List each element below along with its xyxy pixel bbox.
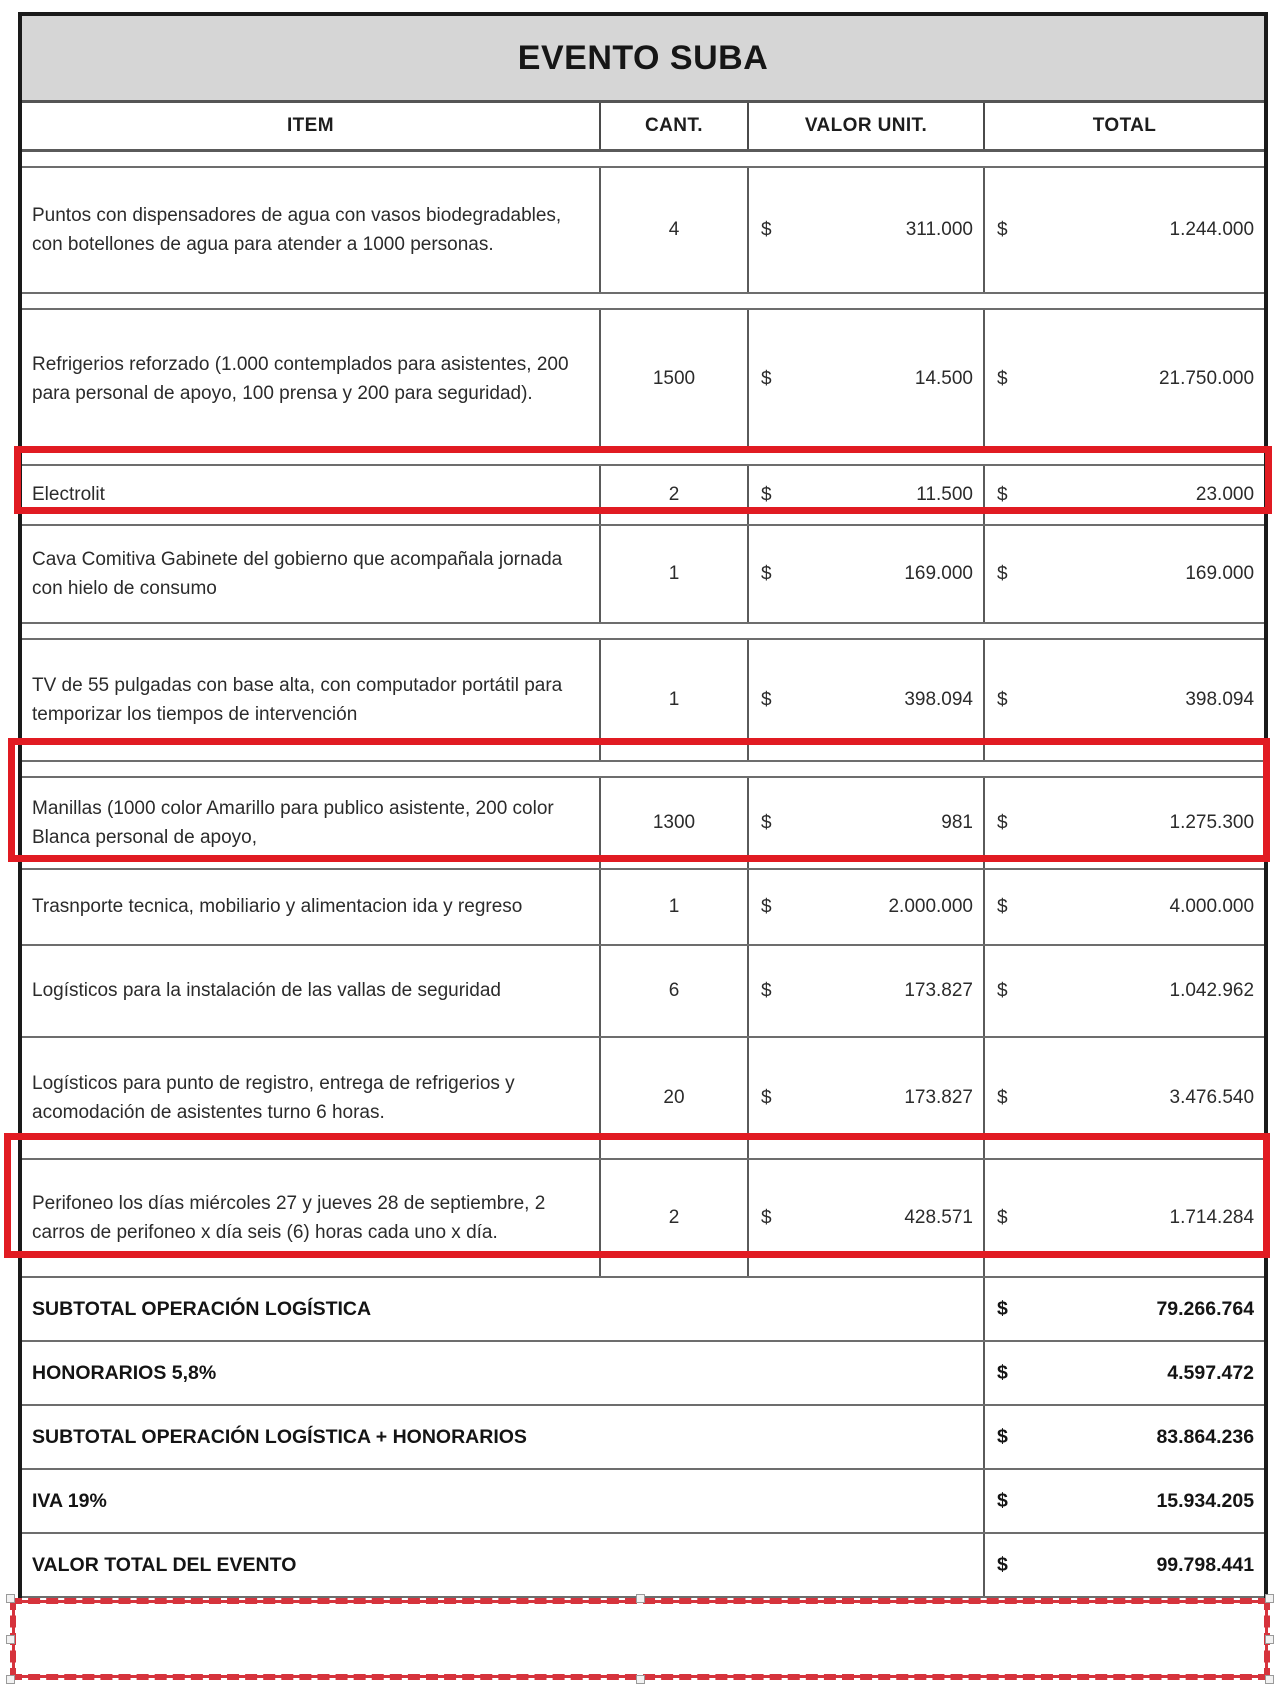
row-total-value: 23.000 <box>1195 484 1255 506</box>
row-total <box>984 167 1264 293</box>
row-cant: 1 <box>600 869 748 945</box>
row-gap <box>22 151 1264 168</box>
currency-symbol: $ <box>997 689 1008 711</box>
row-cant: 1300 <box>600 777 748 869</box>
currency-symbol: $ <box>997 896 1008 918</box>
summary-row-valor-total-evento[interactable] <box>22 1533 1264 1597</box>
row-cant: 6 <box>600 945 748 1037</box>
row-gap <box>22 761 1264 777</box>
row-gap <box>22 449 1264 465</box>
summary-total-value: 83.864.236 <box>1156 1425 1255 1448</box>
currency-symbol: $ <box>997 980 1008 1002</box>
summary-total <box>984 1277 1264 1341</box>
summary-total-value: 4.597.472 <box>1167 1361 1255 1384</box>
row-cant: 20 <box>600 1037 748 1159</box>
summary-label: IVA 19% <box>22 1469 984 1533</box>
table-row[interactable] <box>22 945 1264 1037</box>
row-gap <box>22 293 1264 309</box>
row-valor-unit-value: 169.000 <box>904 563 973 585</box>
currency-symbol: $ <box>997 484 1008 506</box>
row-valor-unit-value: 2.000.000 <box>888 896 973 918</box>
currency-symbol: $ <box>761 1207 772 1229</box>
summary-row-honorarios[interactable] <box>22 1341 1264 1405</box>
summary-label: SUBTOTAL OPERACIÓN LOGÍSTICA + HONORARIOS <box>22 1405 984 1469</box>
row-valor-unit <box>748 525 984 623</box>
column-header-row <box>22 102 1264 151</box>
row-valor-unit-value: 428.571 <box>904 1207 973 1229</box>
selection-dashed-border <box>10 1598 1270 1680</box>
summary-total <box>984 1341 1264 1405</box>
selection-handle-top-left[interactable] <box>6 1594 15 1603</box>
currency-symbol: $ <box>761 980 772 1002</box>
summary-row-subtotal-operacion[interactable] <box>22 1277 1264 1341</box>
row-valor-unit <box>748 777 984 869</box>
row-valor-unit <box>748 1159 984 1277</box>
row-valor-unit-value: 311.000 <box>905 219 973 241</box>
summary-label: VALOR TOTAL DEL EVENTO <box>22 1533 984 1597</box>
selection-handle-middle-right[interactable] <box>1265 1635 1274 1644</box>
summary-row-iva[interactable] <box>22 1469 1264 1533</box>
row-valor-unit-value: 981 <box>941 812 973 834</box>
summary-total <box>984 1533 1264 1597</box>
column-header-total: TOTAL <box>984 102 1264 151</box>
table-row[interactable] <box>22 167 1264 293</box>
row-total <box>984 309 1264 449</box>
summary-label: HONORARIOS 5,8% <box>22 1341 984 1405</box>
row-cant: 2 <box>600 465 748 525</box>
summary-total-value: 79.266.764 <box>1156 1297 1255 1320</box>
row-total <box>984 945 1264 1037</box>
row-gap <box>22 623 1264 639</box>
row-valor-unit <box>748 869 984 945</box>
table-row[interactable] <box>22 639 1264 761</box>
row-total <box>984 465 1264 525</box>
table-row[interactable] <box>22 309 1264 449</box>
table-row[interactable] <box>22 869 1264 945</box>
currency-symbol: $ <box>997 1553 1008 1576</box>
currency-symbol: $ <box>761 219 772 241</box>
selection-handle-bottom-middle[interactable] <box>636 1675 645 1684</box>
currency-symbol: $ <box>997 368 1008 390</box>
summary-row-subtotal-honorarios[interactable] <box>22 1405 1264 1469</box>
row-total <box>984 1037 1264 1159</box>
table-row-highlighted[interactable] <box>22 1159 1264 1277</box>
selection-marquee-valor-total <box>12 1600 1268 1678</box>
currency-symbol: $ <box>997 1425 1008 1448</box>
row-total <box>984 1159 1264 1277</box>
summary-total <box>984 1405 1264 1469</box>
row-valor-unit-value: 14.500 <box>914 368 973 390</box>
selection-handle-bottom-left[interactable] <box>6 1675 15 1684</box>
row-valor-unit-value: 173.827 <box>904 1087 973 1109</box>
currency-symbol: $ <box>761 689 772 711</box>
row-total-value: 169.000 <box>1185 563 1255 585</box>
title-row <box>22 14 1264 102</box>
summary-total-value: 99.798.441 <box>1156 1553 1255 1576</box>
row-total-value: 1.275.300 <box>1169 812 1255 834</box>
row-valor-unit-value: 173.827 <box>904 980 973 1002</box>
currency-symbol: $ <box>997 1297 1008 1320</box>
row-item-text: TV de 55 pulgadas con base alta, con computador portátil para temporizar los tiempos de intervención <box>22 639 600 761</box>
column-header-cant: CANT. <box>600 102 748 151</box>
row-item-text: Trasnporte tecnica, mobiliario y alimentacion ida y regreso <box>22 869 600 945</box>
row-total <box>984 777 1264 869</box>
row-valor-unit <box>748 465 984 525</box>
row-item-text: Perifoneo los días miércoles 27 y jueves 28 de septiembre, 2 carros de perifoneo x día seis (6) horas cada uno x día. <box>22 1159 600 1277</box>
row-item-text: Manillas (1000 color Amarillo para publico asistente, 200 color Blanca personal de apoyo, <box>22 777 600 869</box>
row-valor-unit <box>748 639 984 761</box>
currency-symbol: $ <box>761 896 772 918</box>
row-valor-unit <box>748 945 984 1037</box>
currency-symbol: $ <box>761 563 772 585</box>
row-valor-unit-value: 398.094 <box>904 689 973 711</box>
row-total-value: 1.042.962 <box>1169 980 1255 1002</box>
row-valor-unit <box>748 309 984 449</box>
row-valor-unit-value: 11.500 <box>916 484 973 506</box>
row-item-text: Logísticos para la instalación de las vallas de seguridad <box>22 945 600 1037</box>
row-valor-unit <box>748 167 984 293</box>
currency-symbol: $ <box>997 1207 1008 1229</box>
currency-symbol: $ <box>761 368 772 390</box>
currency-symbol: $ <box>761 812 772 834</box>
selection-handle-bottom-right[interactable] <box>1265 1675 1274 1684</box>
row-cant: 2 <box>600 1159 748 1277</box>
table-row[interactable] <box>22 1037 1264 1159</box>
row-item-text: Cava Comitiva Gabinete del gobierno que acompañala jornada con hielo de consumo <box>22 525 600 623</box>
summary-total-value: 15.934.205 <box>1156 1489 1255 1512</box>
row-total <box>984 639 1264 761</box>
summary-label: SUBTOTAL OPERACIÓN LOGÍSTICA <box>22 1277 984 1341</box>
currency-symbol: $ <box>997 219 1008 241</box>
row-item-text: Puntos con dispensadores de agua con vasos biodegradables, con botellones de agua para atender a 1000 personas. <box>22 167 600 293</box>
row-total-value: 4.000.000 <box>1169 896 1255 918</box>
row-total <box>984 869 1264 945</box>
currency-symbol: $ <box>997 1361 1008 1384</box>
budget-table <box>22 12 1264 1598</box>
currency-symbol: $ <box>997 1087 1008 1109</box>
row-total-value: 1.714.284 <box>1169 1207 1255 1229</box>
budget-table-wrapper <box>18 12 1268 1598</box>
currency-symbol: $ <box>997 1489 1008 1512</box>
currency-symbol: $ <box>997 812 1008 834</box>
column-header-item: ITEM <box>22 102 600 151</box>
selection-handle-middle-left[interactable] <box>6 1635 15 1644</box>
table-row-highlighted[interactable] <box>22 777 1264 869</box>
currency-symbol: $ <box>761 484 772 506</box>
row-total-value: 1.244.000 <box>1169 219 1255 241</box>
table-row-highlighted[interactable] <box>22 465 1264 525</box>
row-cant: 1 <box>600 639 748 761</box>
row-cant: 1500 <box>600 309 748 449</box>
row-cant: 4 <box>600 167 748 293</box>
row-valor-unit <box>748 1037 984 1159</box>
summary-total <box>984 1469 1264 1533</box>
row-item-text: Electrolit <box>22 465 600 525</box>
currency-symbol: $ <box>761 1087 772 1109</box>
row-total-value: 3.476.540 <box>1169 1087 1255 1109</box>
currency-symbol: $ <box>997 563 1008 585</box>
column-header-valor-unit: VALOR UNIT. <box>748 102 984 151</box>
row-total-value: 21.750.000 <box>1158 368 1255 390</box>
row-total-value: 398.094 <box>1185 689 1255 711</box>
row-cant: 1 <box>600 525 748 623</box>
row-item-text: Logísticos para punto de registro, entrega de refrigerios y acomodación de asistentes turno 6 horas. <box>22 1037 600 1159</box>
table-row[interactable] <box>22 525 1264 623</box>
page-title: EVENTO SUBA <box>22 14 1264 102</box>
row-total <box>984 525 1264 623</box>
row-item-text: Refrigerios reforzado (1.000 contemplados para asistentes, 200 para personal de apoyo, 100 prensa y 200 para seguridad). <box>22 309 600 449</box>
